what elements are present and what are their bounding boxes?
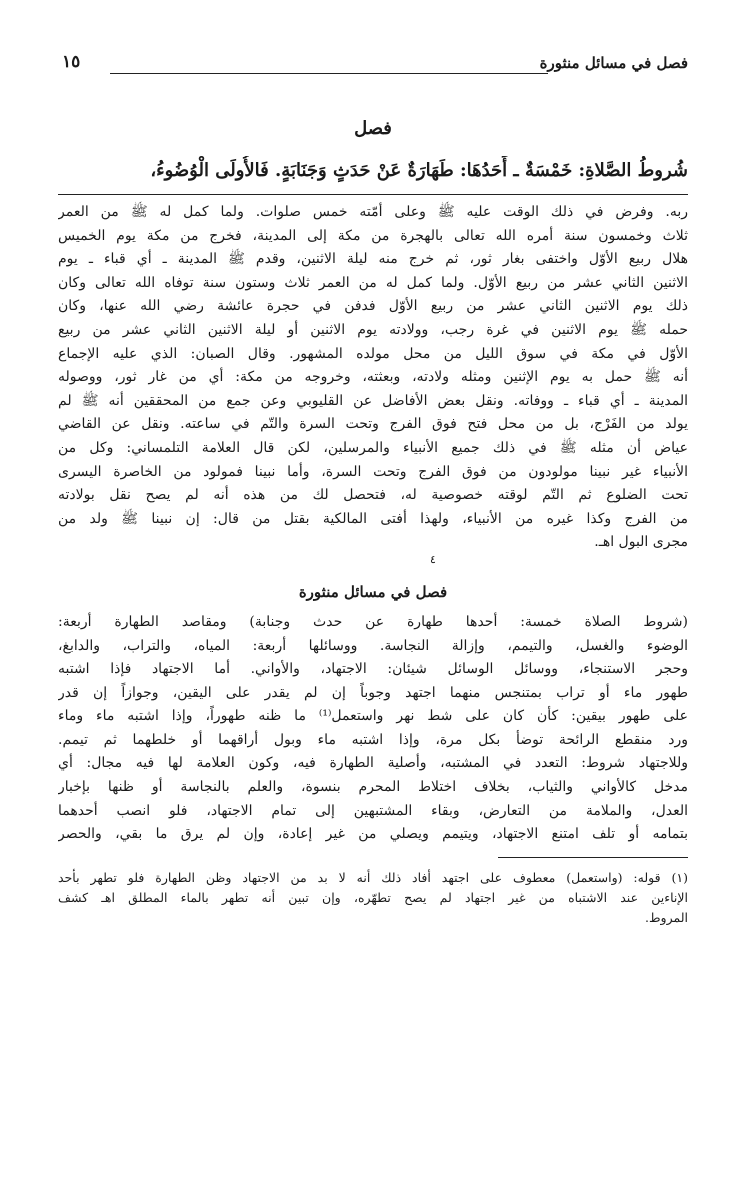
footnote-line: الإناءين عند الاشتباه من غير اجتهاد لم يصح تطهّره، وإن تبين أنه تطهر بالماء المطلق اهـ كشف [58, 889, 688, 905]
commentary-line: ثلاث وخمسون سنة أمره الله تعالى بالهجرة من مكة إلى المدينة، فخرج من مكة يوم الخميس [58, 227, 688, 244]
section-mark: ٤ [430, 552, 436, 566]
commentary-line: الأوّل في مكة في سوق الليل من محل مولده المشهور. وقال الصبان: الذي عليه الإجماع [58, 345, 688, 362]
commentary-line: عياض أن مثله ﷺ في ذلك جميع الأنبياء والمرسلين، لكن قال العلامة التلمساني: وكل من [58, 439, 688, 456]
commentary-line: حمله ﷺ يوم الاثنين في غرة رجب، وولادته يوم الاثنين أو ليلة الاثنين الثاني عشر من ربيع [58, 321, 688, 338]
footnote [58, 868, 688, 928]
matn-divider [58, 194, 688, 195]
commentary-line: أنه ﷺ حمل به يوم الإثنين ومثله ولادته، وبعثته، وخروجه من مكة: أي من غار ثور، ووصوله [58, 369, 688, 386]
section2-line: ورد منقطع الرائحة توضأ بكل مرة، وإذا اشتبه ماء وبول أراقهما أو خلطهما ثم تيمم. [58, 731, 688, 748]
section2-line: وللاجتهاد شروط: التعدد في المشتبه، وأصلية الطهارة فيه، وكون العلامة لها فيه مجال: أي [58, 755, 688, 772]
footnote-line: المروط. [645, 909, 688, 925]
commentary-line: الاثنين الثاني عشر من ربيع الأوّل. ولما كمل له من العمر ثلاث وستون سنة توفاه الله تعالى وكان [58, 274, 688, 291]
commentary-line: المدينة ـ أي قباء ـ ووفاته. ونقل بعض الأفاضل عن القليوبي وعن جمع من المحققين أنه ﷺ لم [58, 392, 688, 409]
section2-line: بتمامه أو تلف امتنع الاجتهاد، ويتيمم ويصلي من غير إعادة، وإن لم يرق ما بقي، والحصر [58, 826, 688, 843]
section2-line: على طهور بيقين: كأن كان على شط نهر واستعمل⁽¹⁾ ما ظنه طهوراً، وإذا اشتبه ماء وماء [58, 708, 688, 725]
commentary-line: ذلك يوم الاثنين الثاني عشر من ربيع الأوّل فدفن في حجرة عائشة رضي الله عنها، وكان [58, 298, 688, 315]
section2-line: مدخل كالأواني والثياب، بخلاف اختلاط المحرم بنسوة، والعلم بالنجاسة أو ظنها بإخبار [58, 779, 688, 796]
commentary-line: من الفرج وكذا غيره من الأنبياء، ولهذا أفتى المالكية بقتل من قال: إن نبينا ﷺ ولد من [58, 510, 688, 527]
section2-title: فصل في مسائل منثورة [298, 582, 448, 601]
commentary-line: مجرى البول اهـ. [594, 534, 688, 551]
header-rule [110, 73, 548, 74]
commentary-paragraph [58, 201, 688, 555]
commentary-line: الأنبياء غير نبينا مولودون من فوق الفرج وتحت السرة، وأما نبينا فمولود من الخاصرة اليسرى [58, 463, 688, 480]
matn-line: شُروطُ الصَّلاةِ: خَمْسَةٌ ـ أَحَدُهَا: طَهَارَةٌ عَنْ حَدَثٍ وَجَنَابَةٍ. فَالأُولَى الْوُضُوءُ، [150, 160, 688, 181]
running-header [58, 52, 688, 78]
commentary-line: ربه. وفرض في ذلك الوقت عليه ﷺ وعلى أمّته خمس صلوات. ولما كمل له ﷺ من العمر [58, 204, 688, 220]
footnote-line: (١) قوله: (واستعمل) معطوف على اجتهد أفاد ذلك أنه لا بد من الاجتهاد وظن الطهارة فلو تطهر بأحد [58, 869, 688, 885]
section2-line: (شروط الصلاة خمسة: أحدها طهارة عن حدث وجنابة) ومقاصد الطهارة أربعة: [58, 613, 688, 630]
commentary-line: هلال ربيع الأوّل واختفى بغار ثور، ثم خرج منه ليلة الاثنين، وقدم ﷺ المدينة ـ أي قباء ـ يوم [58, 251, 688, 268]
section2-line: العدل، والملامة من التعارض، وبقاء المشتبهين إلى تمام الاجتهاد، فلو انصب أحدهما [58, 802, 688, 819]
commentary-line: تحت الضلوع ثم التّم لوقته خصوصية له، فتحصل لك من هذه أنه لم يصح نقل بولادته [58, 487, 688, 504]
page-number: ١٥ [62, 52, 81, 72]
section-title: فصل [354, 118, 392, 139]
commentary-line: يولد من الفَرْج، بل من محل فتح فوق الفرج وتحت السرة والتّم في ساعته. ونقل عن القاضي [58, 416, 688, 433]
section2-line: طهور ماء أو تراب بمتنجس منهما اجتهد وجوباً إن لم يقدر على اليقين، وجوازاً إن قدر [58, 684, 688, 701]
running-title: فصل في مسائل منثورة [539, 54, 688, 72]
section2-line: وحجر الاستنجاء، ووسائل الوسائل شيئان: الاجتهاد، والأواني. أما الاجتهاد فإذا اشتبه [58, 661, 688, 678]
section2-line: الوضوء والغسل، والتيمم، وإزالة النجاسة. ووسائلها أربعة: المياه، والتراب، والدابغ، [58, 637, 688, 654]
footnote-rule [498, 857, 688, 858]
section2-paragraph [58, 611, 688, 847]
book-page [58, 52, 688, 928]
